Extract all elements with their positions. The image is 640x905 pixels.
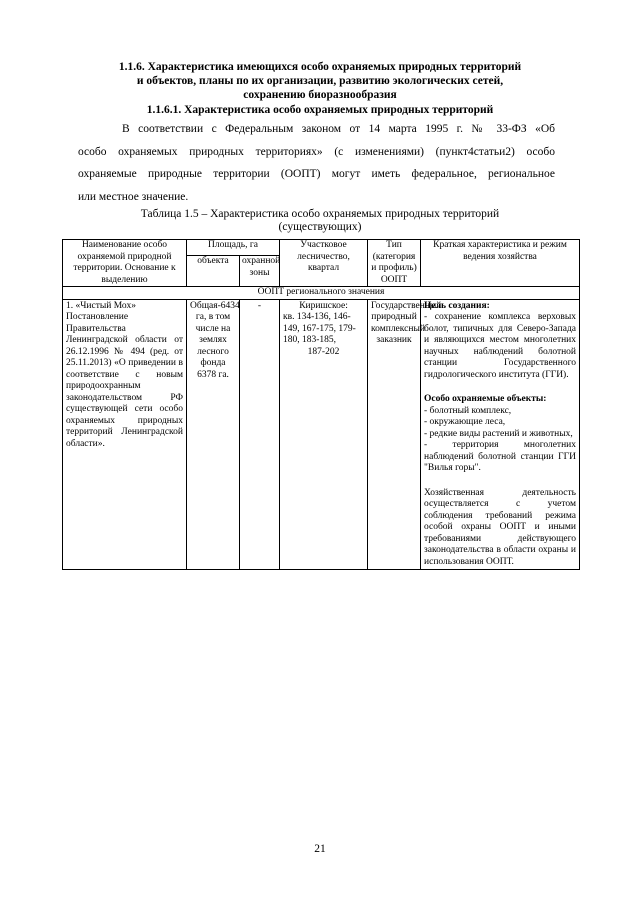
protected-areas-table (62, 239, 580, 570)
header-name: Наименование особо охраняемой природной территории. Основание к выделению (63, 240, 187, 287)
section-title-line-3: сохранению биоразнообразия (243, 89, 397, 101)
cell-area-buffer: - (240, 299, 280, 570)
object-item: - болотный комплекс, (424, 405, 512, 416)
section-title-line-1: 1.1.6. Характеристика имеющихся особо охраняемых природных территорий (118, 61, 522, 73)
paragraph-line: особо охраняемых природных территориях» (с изменениями) (пункт4статьи2) особо (78, 145, 555, 158)
cell-type: Государственный природный комплексный заказник (368, 299, 421, 570)
subsection-title: 1.1.6.1. Характеристика особо охраняемых природных территорий (146, 104, 494, 116)
object-item: - окружающие леса, (424, 417, 506, 427)
object-item: - территория многолетних наблюдений болотной станции ГГИ "Вилья горы". (424, 440, 577, 473)
table-row (63, 299, 580, 570)
header-area: Площадь, га (187, 240, 280, 256)
table-section-row (63, 287, 580, 300)
cell-area-object: Общая-6434 га, в том числе на землях лесного фонда 6378 га. (187, 299, 240, 570)
cell-description (421, 299, 580, 570)
economy-text: Хозяйственная деятельность осуществляется с учетом соблюдения требований режима особой охраны ООПТ и иными требованиями действующего законодательства в области охраны и использования ООПТ. (424, 487, 577, 567)
paragraph-line: В соответствии с Федеральным законом от 14 марта 1995 г. № 33-ФЗ «Об (122, 123, 555, 135)
cell-name (63, 299, 187, 570)
header-area-buffer: охранной зоны (240, 256, 280, 287)
table-header-row (63, 240, 580, 256)
area-basis: Постановление Правительства Ленинградской области от 26.12.1996 № 494 (ред. от 25.11.2013) «О приведении в соответствие с новым природоохранным законодательством РФ существующей сети особо охраняемых природных территорий Ленинградской области». (66, 312, 183, 449)
purpose-block (424, 301, 576, 382)
table-caption-line-2: (существующих) (278, 221, 362, 233)
intro-paragraph (78, 118, 555, 208)
header-description: Краткая характеристика и режим ведения хозяйства (421, 240, 580, 287)
header-type: Тип (категория и профиль) ООПТ (368, 240, 421, 287)
section-label: ООПТ регионального значения (63, 287, 580, 300)
forestry-quarters: кв. 134-136, 146-149, 167-175, 179-180, 183-185, (283, 312, 356, 345)
forestry-name: Киришское: (299, 300, 348, 311)
cell-forestry (280, 299, 368, 570)
header-area-object: объекта (187, 256, 240, 287)
paragraph-line: или местное значение. (78, 190, 189, 203)
section-title-line-2: и объектов, планы по их организации, развитию экологических сетей, (136, 75, 504, 87)
purpose-label: Цель создания: (424, 300, 490, 311)
objects-label: Особо охраняемые объекты: (424, 394, 547, 404)
area-name: 1. «Чистый Мох» (66, 300, 136, 311)
table-caption (60, 208, 580, 234)
object-item: - редкие виды растений и животных, (424, 428, 573, 439)
forestry-quarters-last: 187-202 (307, 346, 340, 357)
table-caption-line-1: Таблица 1.5 – Характеристика особо охраняемых природных территорий (140, 208, 500, 220)
page-number: 21 (314, 843, 326, 855)
header-forestry: Участковое лесничество, квартал (280, 240, 368, 287)
objects-block (424, 394, 576, 475)
purpose-text: - сохранение комплекса верховых болот, типичных для Северо-Запада и являющихся местом многолетних научных наблюдений болотной станции Государственного гидрологического института (ГГИ). (424, 312, 577, 380)
section-title (60, 60, 580, 102)
paragraph-line: охраняемые природные территории (ООПТ) могут иметь федеральное, региональное (78, 168, 555, 180)
